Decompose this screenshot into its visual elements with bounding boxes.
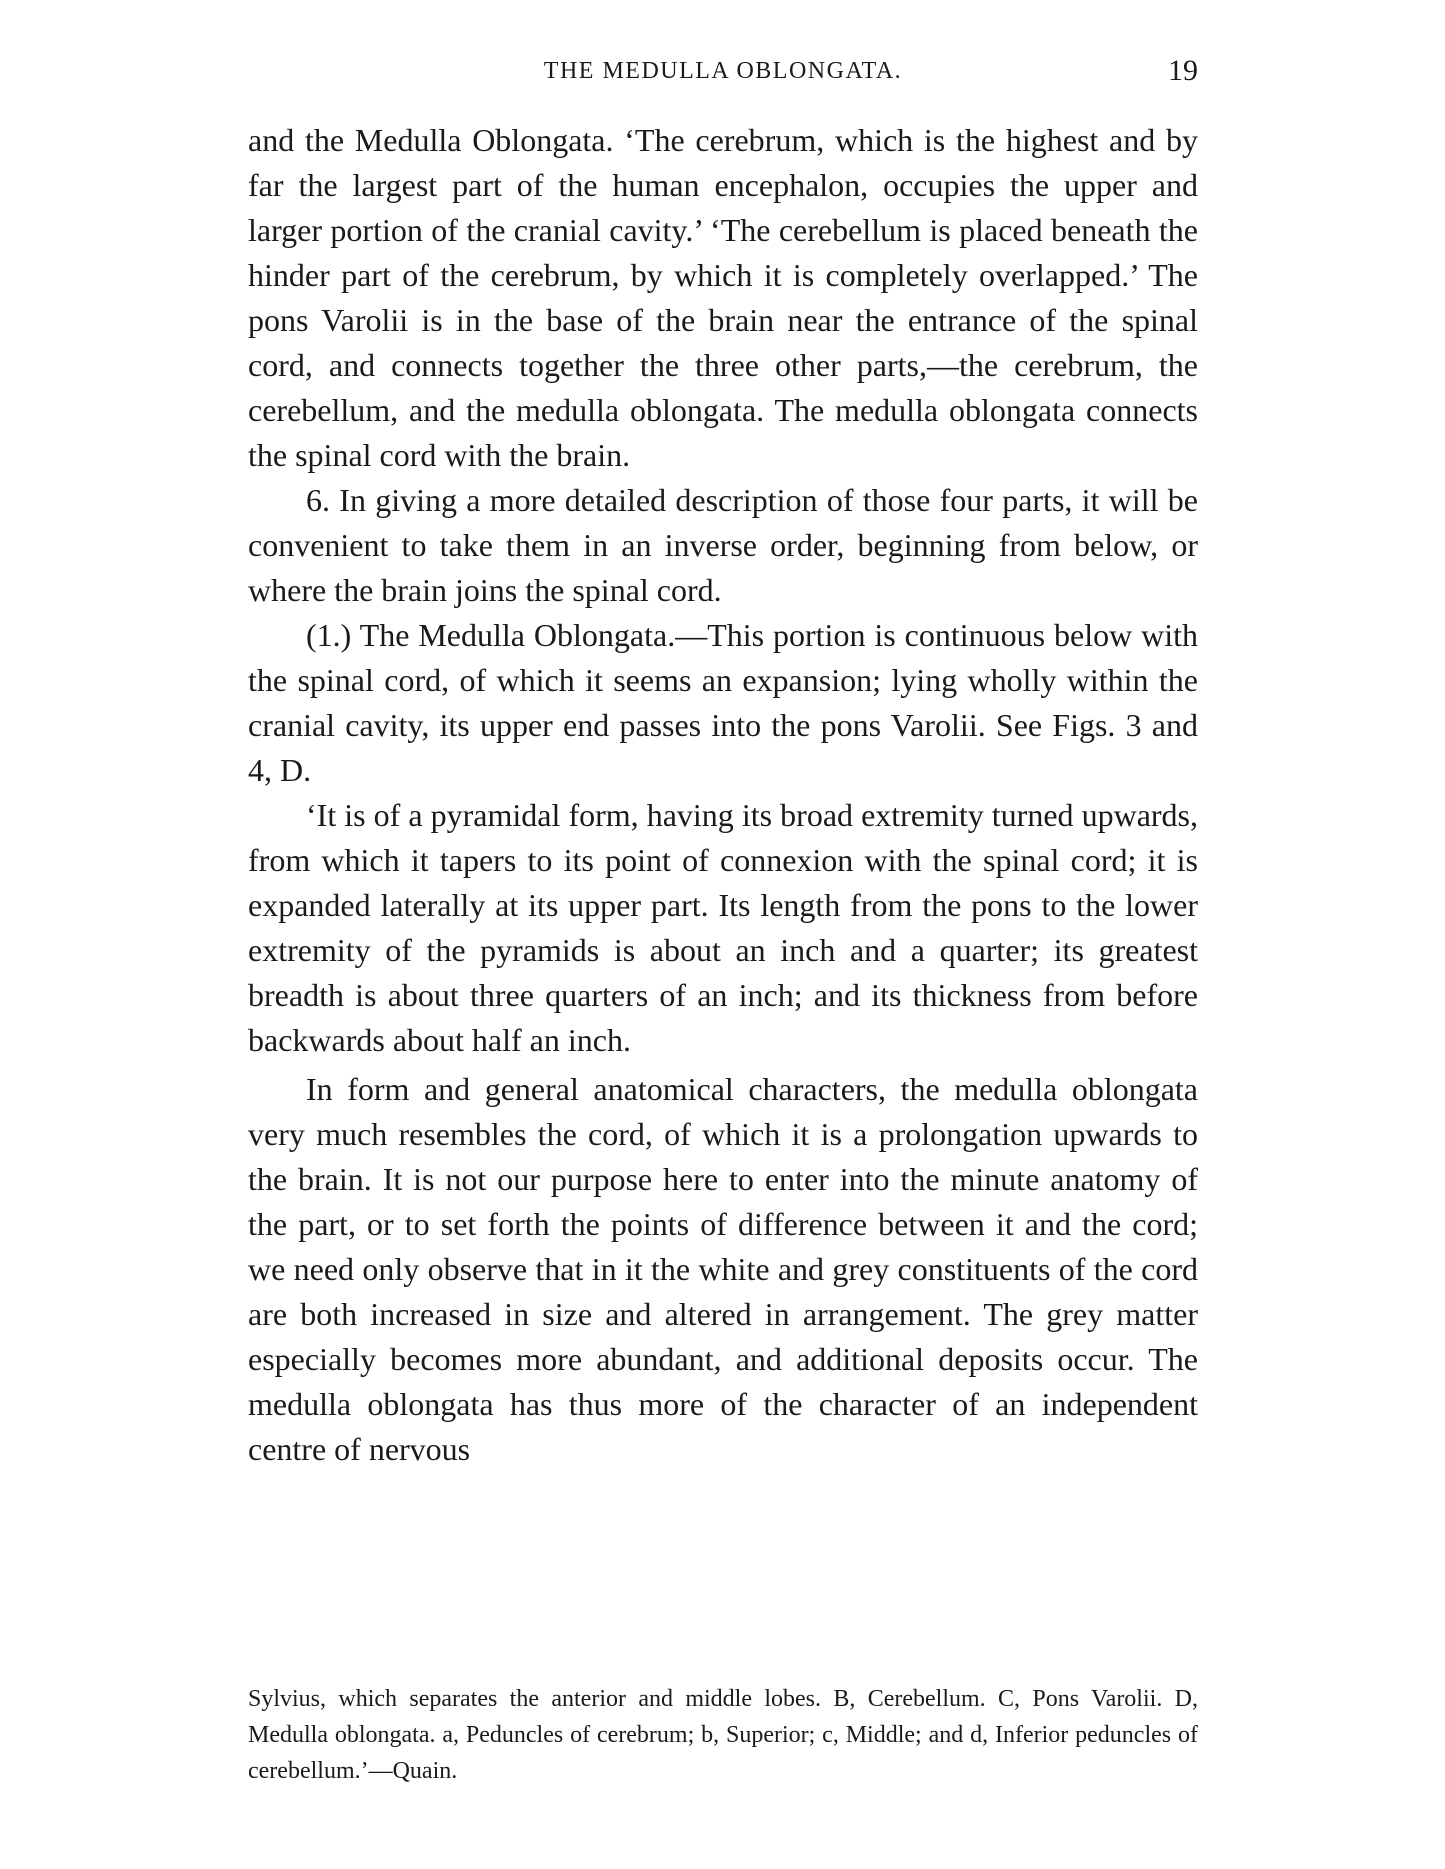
paragraph-continuation: and the Medulla Oblongata. ‘The cerebrum, which is the highest and by far the largest part of the human encephalon, occupies the upper and larger portion of the cranial cavity.’ ‘The cerebellum is placed beneath the hinder part of the cerebrum, by which it is completely overlapped.’ The pons Varolii is in the base of the brain near the entrance of the spinal cord, and connects together the three other parts,—the cerebrum, the cerebellum, and the medulla oblongata. The medulla oblongata connects the spinal cord with the brain. (248, 122, 1198, 473)
running-title: THE MEDULLA OBLONGATA. (543, 58, 903, 84)
paragraph-section-6: 6. In giving a more detailed description of those four parts, it will be convenient to take them in an inverse order, beginning from below, or where the brain joins the spinal cord. (248, 482, 1198, 608)
footnote (248, 1681, 1198, 1789)
page-number: 19 (1168, 54, 1198, 87)
paragraph-anatomical-characters: In form and general anatomical characters, the medulla oblongata very much resembles the cord, of which it is a prolongation upwards to the brain. It is not our purpose here to enter into the minute anatomy of the part, or to set forth the points of difference between it and the cord; we need only observe that in it the white and grey constituents of the cord are both increased in size and altered in arrangement. The grey matter especially becomes more abundant, and additional deposits occur. The medulla oblongata has thus more of the character of an independent centre of nervous (248, 1071, 1198, 1467)
paragraph-medulla-oblongata: (1.) The Medulla Oblongata.—This portion is continuous below with the spinal cord, of which it seems an expansion; lying wholly within the cranial cavity, its upper end passes into the pons Varolii. See Figs. 3 and 4, D. (248, 617, 1198, 788)
running-head (248, 54, 1198, 98)
footnote-text: Sylvius, which separates the anterior and middle lobes. B, Cerebellum. C, Pons Varolii. D, Medulla oblongata. a, Peduncles of cerebrum; b, Superior; c, Middle; and d, Inferior peduncles of cerebellum.’—Quain. (248, 1686, 1198, 1784)
paragraph-pyramidal-form-quote: ‘It is of a pyramidal form, having its broad extremity turned upwards, from which it tapers to its point of connexion with the spinal cord; it is expanded laterally at its upper part. Its length from the pons to the lower extremity of the pyramids is about an inch and a quarter; its greatest breadth is about three quarters of an inch; and its thickness from before backwards about half an inch. (248, 797, 1198, 1058)
body-text (248, 118, 1198, 1472)
